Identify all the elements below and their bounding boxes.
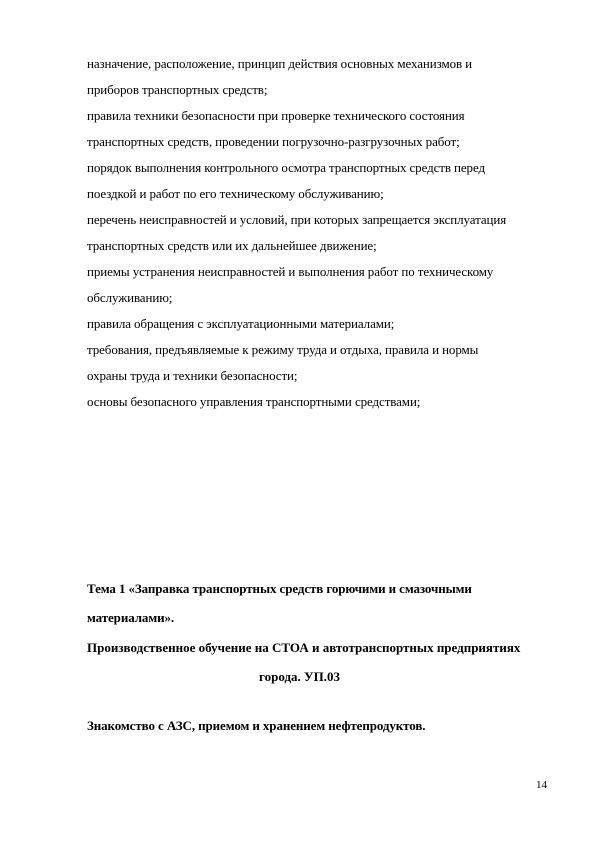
text-line: правила техники безопасности при проверке технического состояния bbox=[87, 108, 465, 123]
text-line: требования, предъявляемые к режиму труда и отдыха, правила и нормы bbox=[87, 342, 479, 357]
text-line: охраны труда и техники безопасности; bbox=[87, 368, 298, 383]
section-intro: Знакомство с АЗС, приемом и хранением нефтепродуктов. bbox=[87, 718, 426, 733]
text-line: обслуживанию; bbox=[87, 290, 173, 305]
topic-title-line2: материалами». bbox=[87, 610, 175, 625]
page-number: 14 bbox=[536, 779, 547, 791]
text-line: правила обращения с эксплуатационными материалами; bbox=[87, 316, 395, 331]
practice-subtitle-line2: города. УП.03 bbox=[259, 669, 340, 684]
text-line: порядок выполнения контрольного осмотра транспортных средств перед bbox=[87, 160, 485, 175]
text-line: транспортных средств, проведении погрузочно-разгрузочных работ; bbox=[87, 134, 460, 149]
text-line: основы безопасного управления транспортными средствами; bbox=[87, 394, 421, 409]
text-line: поездкой и работ по его техническому обслуживанию; bbox=[87, 186, 384, 201]
practice-subtitle-line1: Производственное обучение на СТОА и автотранспортных предприятиях bbox=[87, 640, 521, 655]
text-line: приборов транспортных средств; bbox=[87, 82, 268, 97]
text-line: назначение, расположение, принцип действия основных механизмов и bbox=[87, 56, 473, 71]
text-line: перечень неисправностей и условий, при которых запрещается эксплуатация bbox=[87, 212, 507, 227]
topic-title-line1: Тема 1 «Заправка транспортных средств горючими и смазочными bbox=[87, 581, 472, 596]
text-line: транспортных средств или их дальнейшее движение; bbox=[87, 238, 377, 253]
text-line: приемы устранения неисправностей и выполнения работ по техническому bbox=[87, 264, 494, 279]
